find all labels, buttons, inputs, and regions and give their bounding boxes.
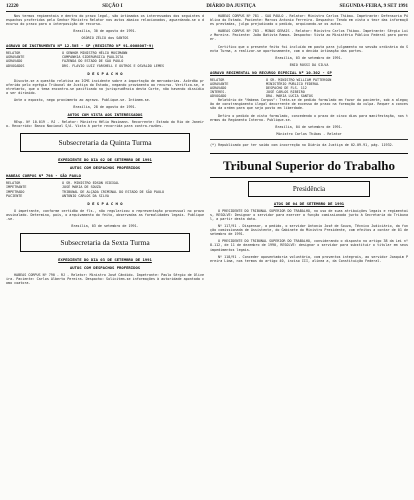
case-paragraph: HABEAS CORPUS Nº 781 - SÃO PAULO - Relator: Ministro Carlos Thibau. Impetrante: Defensoria Pública do Estado. Paciente: Marcos Antonio Ferreira. Despacho: Tendo em vista o teor das informações prestadas, julgo prejudicado o pedido, arquivando-se os autos.: [210, 14, 408, 27]
presidencia-box: Presidência: [248, 181, 370, 197]
autos-paragraph: REsp. Nº 10.019 - RJ - Relator: Ministro Hélio Mosimann. Recorrente: Estado do Rio de Janeiro. Recorrido: Banco Nacional S/A. Vista à parte recorrida para contra-razões.: [6, 120, 204, 129]
expediente-heading: EXPEDIENTE DO DIA 02 DE SETEMBRO DE 1991: [58, 157, 152, 163]
despacho-paragraph: Discute-se a questão relativa ao ICMS incidente sobre a importação de mercadorias. Acórdão proferido pelo egrégio Tribunal de Justiça do Estado, negando provimento ao recurso. Verifica-se, entretanto, que o tema encontra-se pacificado na jurisprudência desta Corte, não havendo dissídio a ser dirimido.: [6, 78, 204, 95]
record-fields: [210, 78, 408, 98]
journal-name: DIÁRIO DA JUSTIÇA: [206, 4, 256, 9]
record-title: AGRAVO REGIMENTAL NO RECURSO ESPECIAL Nº 10.302 - SP: [210, 69, 332, 75]
ato-paragraph: O PRESIDENTE DO TRIBUNAL SUPERIOR DO TRABALHO, no uso de suas atribuições legais e regimentais, RESOLVE: Designar o servidor para exercer a função comissionada junto à Secretaria do Tribunal, a partir desta data.: [210, 208, 408, 221]
record-field: AGRAVADO FAZENDA DO ESTADO DE SÃO PAULO: [6, 59, 124, 64]
despacho-heading: D E S P A C H O: [87, 200, 123, 206]
record-field: RELATOR O SENHOR MINISTRO HÉLIO MOSIMANN: [6, 51, 128, 56]
issue-date: SEGUNDA-FEIRA, 9 SET 1991: [339, 4, 408, 9]
record-fields: [6, 51, 204, 67]
record-field: INTERES. JOSÉ CARLOS RIBEIRO: [210, 90, 305, 95]
case-paragraph: Defiro o pedido de vista formulado, concedendo o prazo de cinco dias para manifestação, nos termos do Regimento Interno. Publique-se.: [210, 113, 408, 122]
subsecretaria-box: Subsecretaria da Quinta Turma: [20, 133, 190, 152]
date-line: Brasília, 03 de setembro de 1991.: [71, 223, 139, 228]
record-field: AGRAVADO DESPACHO DE FLS. 112: [210, 85, 307, 90]
date-line: Brasília, 30 de agosto de 1991.: [73, 29, 137, 34]
despacho-paragraph: O impetrante, conforme certidão de fls., não regularizou a representação processual no prazo assinalado. Determino, pois, o arquivamento do feito, observadas as formalidades legais. Publique-se.: [6, 208, 204, 221]
record-field: IMPETRANTE JOSÉ MARIA DE SOUZA: [6, 185, 101, 190]
divider: [210, 139, 408, 140]
left-column: [6, 14, 204, 496]
record-field: RELATOR O SR. MINISTRO EDSON VIDIGAL: [6, 181, 120, 186]
section-label: SEÇÃO I: [102, 4, 123, 9]
signature: Ministro Carlos Thibau - Relator: [276, 131, 342, 136]
case-paragraph: Certifico que o presente feito foi incluído em pauta para julgamento na sessão ordinária da Sexta Turma, a realizar-se oportunamente, com a devida intimação das partes.: [210, 44, 408, 53]
record-title: HABEAS CORPUS Nº 798 - SÃO PAULO: [6, 173, 81, 179]
ato-paragraph: Nº 118/91 - Conceder aposentadoria voluntária, com proventos integrais, ao servidor Joaquim Pereira Lima, nos termos do artigo 40, inciso III, alínea a, da Constituição Federal.: [210, 254, 408, 263]
record-fields: [6, 181, 204, 197]
page-number: 12220: [6, 4, 19, 9]
date-line: Brasília, 03 de setembro de 1991.: [275, 55, 343, 60]
despacho-paragraph: Ante o exposto, nego provimento ao agravo. Publique-se. Intimem-se.: [14, 98, 151, 103]
record-field: ADVOGADO DRA. MARIA LÚCIA SANTOS: [210, 94, 313, 99]
record-field: IMPETRADO TRIBUNAL DE ALÇADA CRIMINAL DO ESTADO DE SÃO PAULO: [6, 189, 165, 194]
subsecretaria-box: Subsecretaria da Sexta Turma: [20, 233, 190, 252]
record-field: PACIENTE ANTONIO CARLOS DA SILVA: [6, 193, 109, 198]
ato-paragraph: Nº 117/91 - Dispensar, a pedido, o servidor Antonio José de Souza, Técnico Judiciário, da função comissionada de Assistente, do Gabinete do Ministro Presidente, com efeitos a contar de 01 de setembro de 1991.: [210, 224, 408, 237]
court-title: Tribunal Superior do Trabalho: [210, 153, 408, 178]
signature: OSÓRIO ZÉLIO dos SANTOS: [81, 36, 129, 41]
record-field: AGRAVANTE COMPANHIA SIDERÚRGICA PAULISTA: [6, 55, 124, 60]
record-field: AGRAVANTE MINISTÉRIO PÚBLICO FEDERAL: [210, 81, 320, 86]
expediente-heading: EXPEDIENTE DO DIA 03 DE SETEMBRO DE 1991: [58, 256, 152, 262]
autos-heading: AUTOS COM VISTA AOS INTERESSADOS: [67, 112, 143, 118]
expediente-paragraph: HABEAS CORPUS Nº 790 - RJ - Relator: Ministro José Cândido. Impetrante: Paulo Sérgio de Oliveira. Paciente: Carlos Alberto Pereira. Despacho: Solicitem-se informações à autoridade apontada como coatora.: [6, 272, 204, 286]
expediente-subheading: AUTOS COM DESPACHOS PROFERIDOS: [69, 264, 141, 270]
intro-paragraph: Nos termos regimentais e dentro do prazo legal, são intimados os interessados dos seguintes despachos proferidos pelo Senhor Ministro Relator nos autos abaixo relacionados, aguardando-se o decurso do prazo para a interposição de recurso.: [6, 14, 204, 27]
footnote: (*) Republicado por ter saído com incorreção no Diário da Justiça de 02.09.91, pág. 11932.: [210, 142, 394, 147]
record-field: ADVOGADOS DRS. FLAVIO LUIZ YARSHELL E OUTROS E OSVALDO LEMES: [6, 63, 165, 68]
right-column: [210, 14, 408, 496]
record-title: AGRAVO DE INSTRUMENTO Nº 12.505 - SP (REGISTRO Nº 91.0008007-9): [6, 43, 154, 49]
atos-heading: ATOS DE 04 DE SETEMBRO DE 1991: [273, 200, 345, 206]
despacho-heading: D E S P A C H O: [87, 70, 123, 76]
page-header: [6, 2, 408, 12]
date-line: Brasília, 28 de agosto de 1991.: [73, 105, 137, 110]
expediente-subheading: AUTOS COM DESPACHOS PROFERIDOS: [69, 165, 141, 171]
case-paragraph: Relatório de "Habeas Corpus": Trata-se de pedido formulado em favor do paciente, sob a alegação de constrangimento ilegal decorrente de excesso de prazo na formação da culpa. Requer a concessão da ordem para que seja posto em liberdade.: [210, 98, 408, 111]
date-line: Brasília, 04 de setembro de 1991.: [275, 124, 343, 129]
signature: ENIO ROSSI DA SILVA: [289, 62, 329, 67]
record-field: RELATOR O SR. MINISTRO WILLIAM PATTERSON: [210, 77, 332, 82]
case-paragraph: HABEAS CORPUS Nº 783 - MINAS GERAIS - Relator: Ministro Carlos Thibau. Impetrante: Sérgio Luiz Moreira. Paciente: João Batista Ramos. Despacho: Vista ao Ministério Público Federal para parecer.: [210, 29, 408, 42]
ato-paragraph: O PRESIDENTE DO TRIBUNAL SUPERIOR DO TRABALHO, considerando o disposto no artigo 38 da Lei nº 8.112, de 11 de dezembro de 1990, RESOLVE: designar o servidor para substituir o titular em seus impedimentos legais.: [210, 239, 408, 252]
